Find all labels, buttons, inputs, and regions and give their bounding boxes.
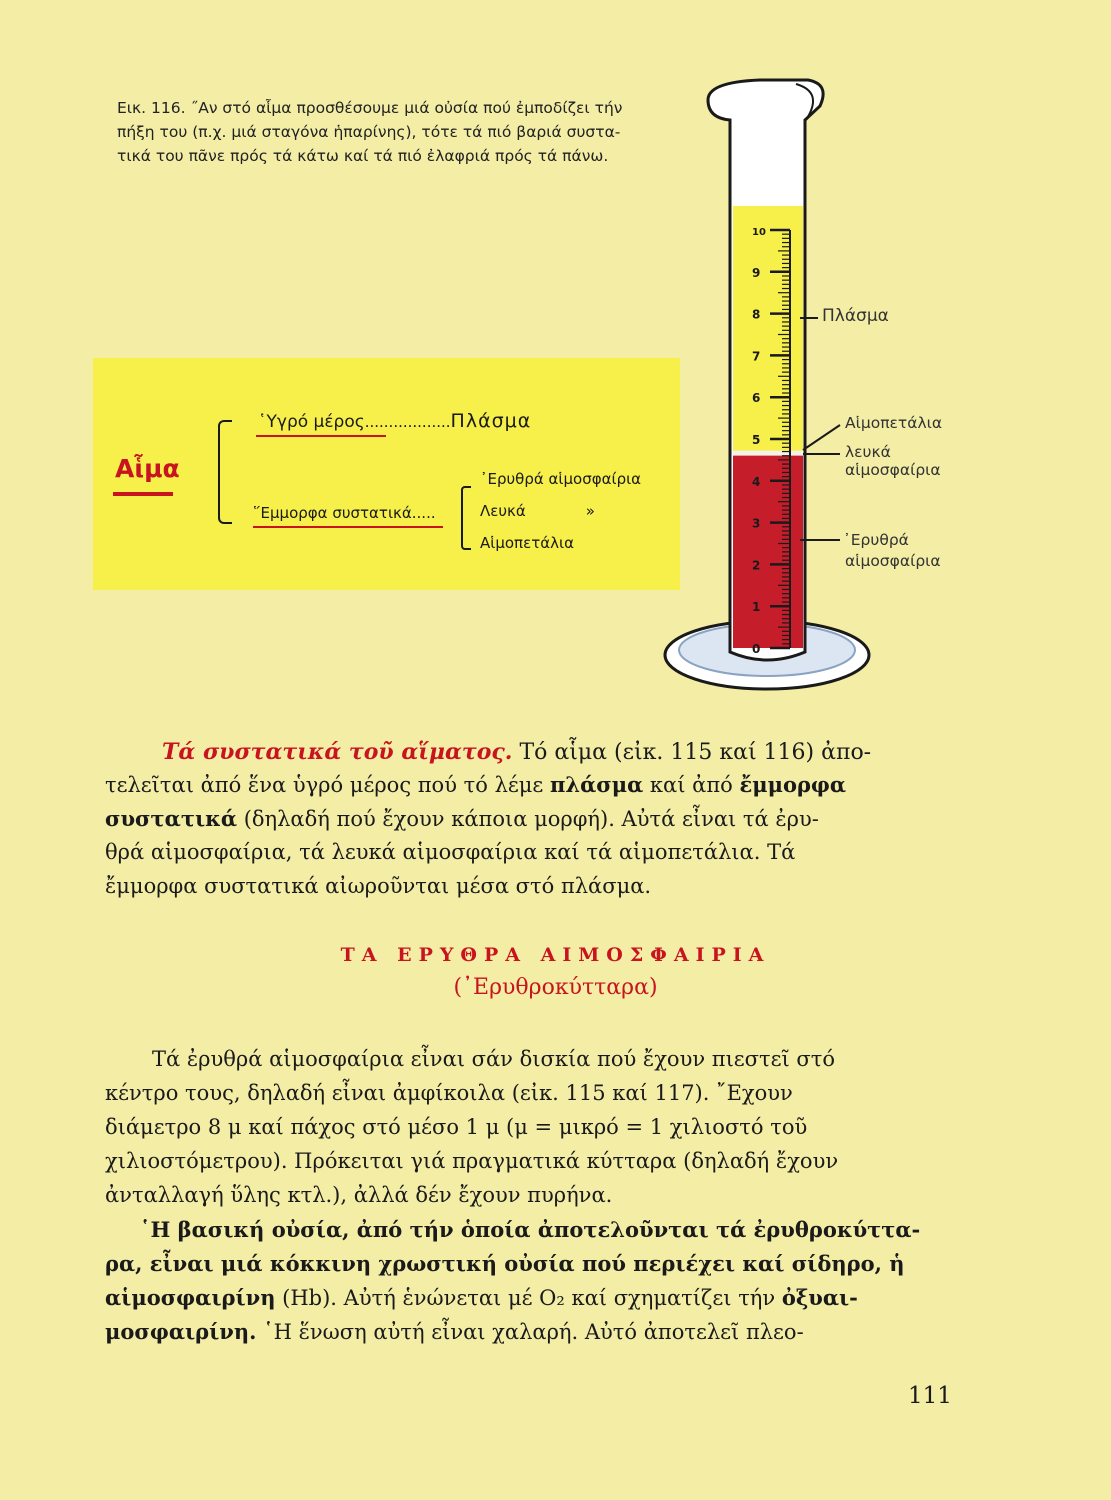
- scale-label: 3: [752, 516, 761, 531]
- white-cells-label: Λευκά: [480, 502, 526, 520]
- para1-bold-plasma: πλάσμα: [549, 772, 644, 797]
- scale-label: 10: [752, 227, 766, 238]
- white-cells-ditto: »: [585, 502, 595, 520]
- white-cells-layer: [733, 451, 803, 456]
- section-title: ΤΑ ΕΡΥΘΡΑ ΑΙΜΟΣΦΑΙΡΙΑ: [340, 944, 771, 966]
- page-number: 111: [908, 1383, 952, 1409]
- scale-label: 7: [752, 349, 761, 364]
- para1-line-3: [105, 802, 819, 836]
- para1-line-4: θρά αἱμοσφαίρια, τά λευκά αἱμοσφαίρια καί τά αἱμοπετάλια. Τά: [105, 840, 796, 864]
- para1-text-2c: καί ἀπό: [643, 773, 740, 797]
- scale-label: 4: [752, 474, 761, 489]
- para3-bold-oxy-2: μοσφαιρίνη.: [105, 1319, 257, 1344]
- para3-line-1: ῾Η βασική οὐσία, ἀπό τήν ὁποία ἀποτελοῦνται τά ἐρυθροκύττα-: [140, 1217, 921, 1242]
- caption-line-1: Εικ. 116. ˝Αν στό αἷμα προσθέσουμε μιά οὐσία πού ἐμποδίζει τήν: [117, 99, 623, 117]
- para1-line-1: [162, 736, 871, 769]
- para3-text-3b: (Hb). Αὐτή ἑνώνεται μέ O₂ καί σχηματίζει τήν: [275, 1286, 782, 1310]
- para1-line-5: ἔμμορφα συστατικά αἰωροῦνται μέσα στό πλάσμα.: [105, 874, 652, 898]
- para1-bold-components: συστατικά: [105, 806, 238, 831]
- section-subtitle: (᾿Ερυθροκύτταρα): [453, 975, 658, 1000]
- para1-text-2a: τελεῖται ἀπό ἕνα ὑγρό μέρος πού τό λέμε: [105, 773, 550, 797]
- para3-line-2: ρα, εἶναι μιά κόκκινη χρωστική οὐσία πού περιέχει καί σίδηρο, ἡ: [105, 1251, 905, 1276]
- para3-bold-hemoglobin: αἱμοσφαιρίνη: [105, 1285, 276, 1310]
- para2-line-2: κέντρο τους, δηλαδή εἶναι ἀμφίκοιλα (εἰκ. 115 καί 117). ῎Εχουν: [105, 1081, 793, 1105]
- platelets-leader-line: [803, 425, 840, 450]
- scale-label: 9: [752, 265, 761, 280]
- formed-dots: .....: [411, 504, 436, 522]
- scale-label: 8: [752, 307, 761, 322]
- label-white-2: αἱμοσφαίρια: [845, 461, 941, 479]
- scale-label: 2: [752, 558, 761, 573]
- scale-label: 0: [752, 642, 761, 656]
- para2-line-5: ἀνταλλαγή ὕλης κτλ.), ἀλλά δέν ἔχουν πυρήνα.: [105, 1183, 613, 1207]
- diagram-root-label: Αἷμα: [115, 454, 180, 483]
- label-red-2: αἱμοσφαίρια: [845, 552, 941, 570]
- para2-line-3: διάμετρο 8 μ καί πάχος στό μέσο 1 μ (μ = μικρό = 1 χιλιοστό τοῦ: [105, 1115, 808, 1139]
- platelets-label: Αἱμοπετάλια: [480, 534, 574, 552]
- para1-text-3b: (δηλαδή πού ἔχουν κάποια μορφή). Αὐτά εἶναι τά ἐρυ-: [237, 807, 819, 831]
- para1-bold-formed: ἔμμορφα: [739, 772, 847, 797]
- para3-bold-oxy: ὀξυαι-: [781, 1285, 858, 1310]
- para1-text-1: Τό αἷμα (εἰκ. 115 καί 116) ἀπο-: [512, 740, 872, 765]
- liquid-part-label: ῾Υγρό μέρος: [258, 412, 365, 432]
- scale-label: 1: [752, 600, 761, 615]
- para3-line-3: [105, 1281, 858, 1315]
- para3-line-4: [105, 1315, 804, 1349]
- scale-label: 5: [752, 433, 761, 447]
- caption-line-2: πήξη του (π.χ. μιά σταγόνα ἡπαρίνης), τότε τά πιό βαριά συστα-: [117, 123, 621, 141]
- liquid-part-dots: ..................: [364, 413, 451, 431]
- formed-label: ῞Εμμορφα συστατικά: [253, 504, 412, 522]
- scale-label: 6: [752, 391, 761, 406]
- plasma-label: Πλάσμα: [450, 410, 532, 432]
- red-cells-layer: [733, 454, 803, 648]
- label-red-1: ᾿Ερυθρά: [843, 531, 909, 549]
- para2-line-4: χιλιοστόμετρου). Πρόκειται γιά πραγματικά κύτταρα (δηλαδή ἔχουν: [105, 1149, 839, 1173]
- para3-text-4b: ῾Η ἕνωση αὐτή εἶναι χαλαρή. Αὐτό ἀποτελεῖ πλεο-: [256, 1320, 804, 1344]
- red-cells-label: ᾿Ερυθρά αἱμοσφαίρια: [480, 470, 642, 488]
- label-white-1: λευκά: [845, 443, 891, 461]
- caption-line-3: τικά του πᾶνε πρός τά κάτω καί τά πιό ἐλαφριά πρός τά πάνω.: [117, 147, 609, 165]
- para1-line-2: [105, 768, 846, 802]
- label-platelets: Αἱμοπετάλια: [845, 414, 943, 432]
- label-plasma: Πλάσμα: [822, 306, 889, 326]
- para2-line-1: Τά ἐρυθρά αἱμοσφαίρια εἶναι σάν δισκία πού ἔχουν πιεστεῖ στό: [152, 1047, 836, 1071]
- section-heading-blood-components: Τά συστατικά τοῦ αἵματος.: [162, 739, 513, 765]
